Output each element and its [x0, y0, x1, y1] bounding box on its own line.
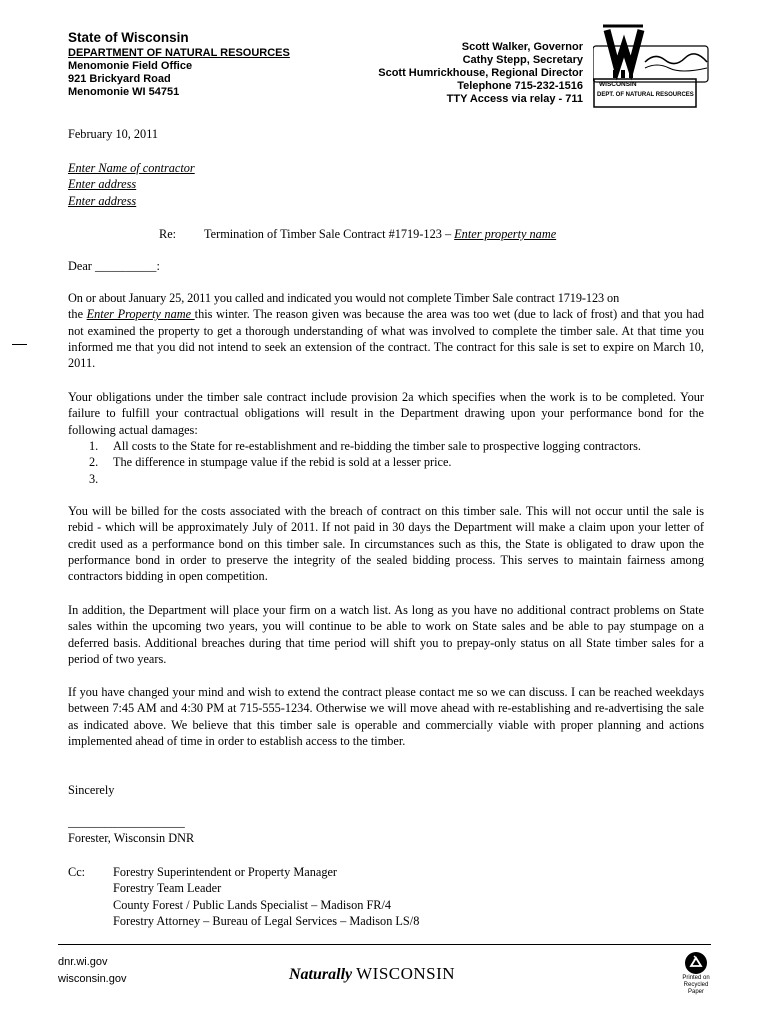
- paragraph-1-rest: [68, 306, 704, 371]
- department-name: DEPARTMENT OF NATURAL RESOURCES: [68, 47, 290, 59]
- regional-director: Scott Humrickhouse, Regional Director: [378, 67, 583, 79]
- paragraph-1-text: this winter. The reason given was because the area was too wet (due to lack of frost) and that you had not examined the property to get a thorough understanding of what was involved to complete the timber sale. At that time you informed me that you did not intend to seek an extension of the contract. The contract for this sale is set to expire on March 10, 2011.: [68, 307, 704, 371]
- governor: Scott Walker, Governor: [461, 41, 583, 53]
- paragraph-1: [68, 290, 704, 371]
- cc-list: [113, 864, 419, 929]
- list-item-text: All costs to the State for re-establishment and re-bidding the timber sale to prospective logging contractors.: [113, 439, 641, 453]
- paragraph-4: In addition, the Department will place your firm on a watch list. As long as you have no additional contract problems on State sales within the upcoming two years, you will continue to be able to work on State sales and be able to pay stumpage on a deferred basis. Additional breaches during that time period will shift you to prepay-only status on all State timber sales for a period of two years.: [68, 603, 704, 666]
- footer-link-dnr[interactable]: dnr.wi.gov: [58, 956, 108, 968]
- footer-divider: [58, 944, 711, 945]
- recycle-text-1: Printed on: [682, 975, 710, 981]
- office-street: 921 Brickyard Road: [68, 73, 171, 85]
- recycle-text-2: Recycled: [683, 982, 709, 988]
- paragraph-3: You will be billed for the costs associated with the breach of contract on this timber sale. This will not occur until the sale is rebid - which will be approximately July of 2011. If not paid in 30 days the Department will make a claim upon your letter of credit used as a performance bond on this timber sale. In circumstances such as this, the State is obligated to draw upon the performance bond in order to preserve the integrity of the sealed bidding process. This serves to maintain fairness among contractors bidding in open competition.: [68, 504, 704, 584]
- recycle-badge: [679, 951, 713, 996]
- paragraph-2: Your obligations under the timber sale contract include provision 2a which specifies when the work is to be completed. Your failure to fulfill your contractual obligations will result in the Department drawing upon your performance bond for the following actual damages:: [68, 390, 704, 437]
- logo-text-2: DEPT. OF NATURAL RESOURCES: [597, 92, 694, 98]
- slogan-wisconsin: WISCONSIN: [356, 964, 456, 983]
- list-item-number: 2.: [89, 455, 99, 470]
- cc-item: Forestry Team Leader: [113, 881, 222, 896]
- list-item: [89, 471, 669, 487]
- tty: TTY Access via relay - 711: [446, 93, 583, 105]
- list-item-number: 1.: [89, 439, 99, 453]
- cc-label: Cc:: [68, 865, 86, 879]
- re-subject: Termination of Timber Sale Contract #1719-123 –: [204, 227, 455, 241]
- list-item-number: 3.: [89, 471, 99, 486]
- secretary: Cathy Stepp, Secretary: [462, 54, 583, 66]
- closing: Sincerely: [68, 783, 115, 797]
- salutation: Dear __________:: [68, 259, 160, 273]
- slogan-naturally: Naturally: [289, 966, 353, 983]
- state-title: State of Wisconsin: [68, 30, 189, 45]
- telephone: Telephone 715-232-1516: [457, 80, 583, 92]
- letter-date: February 10, 2011: [68, 127, 159, 141]
- recipient-name: Enter Name of contractor: [68, 161, 195, 175]
- cc-item: Forestry Attorney – Bureau of Legal Services – Madison LS/8: [113, 913, 420, 928]
- office-city: Menomonie WI 54751: [68, 86, 180, 98]
- recipient-address-2: Enter address: [68, 193, 137, 208]
- signer-title: Forester, Wisconsin DNR: [68, 831, 195, 845]
- signature-line: ___________________: [68, 815, 185, 829]
- paragraph-1-line-1: On or about January 25, 2011 you called and indicated you would not complete Timber Sale contract 1719-123 on: [68, 291, 620, 305]
- list-item: [89, 454, 669, 470]
- letterhead-left: [68, 30, 290, 99]
- footer-slogan: [289, 964, 455, 984]
- list-item: [89, 438, 669, 454]
- re-subject-line: [204, 226, 556, 242]
- paragraph-5: If you have changed your mind and wish to extend the contract please contact me so we can discuss. I can be reached weekdays between 7:45 AM and 4:30 PM at 715-555-1234. Otherwise we will move ahead with re-establishing and re-advertising the sale as indicated above. We believe that this timber sale is operable and commercially viable with proper planning and actions implemented ahead of time in order to establish access to the timber.: [68, 685, 704, 748]
- recycle-text-3: Paper: [687, 989, 704, 995]
- recycle-icon: [683, 951, 709, 975]
- paragraph-1-pre: the: [68, 307, 87, 322]
- recipient-address-1: Enter address: [68, 177, 137, 192]
- cc-item: County Forest / Public Lands Specialist – Madison FR/4: [113, 897, 392, 912]
- list-item-text: The difference in stumpage value if the rebid is sold at a lesser price.: [113, 455, 452, 470]
- logo-text-1: WISCONSIN: [599, 81, 637, 88]
- footer-sites: [58, 954, 126, 988]
- paragraph-1-property: Enter Property name: [86, 307, 195, 322]
- letterhead-right: [378, 41, 583, 106]
- footer-link-wisconsin[interactable]: wisconsin.gov: [58, 973, 127, 985]
- cc-item: Forestry Superintendent or Property Manager: [113, 865, 338, 879]
- margin-mark: [12, 344, 27, 345]
- re-property: Enter property name: [454, 227, 557, 241]
- dnr-logo: [593, 22, 709, 108]
- damages-list: [89, 438, 669, 487]
- re-label: Re:: [159, 227, 177, 241]
- recipient-block: [68, 160, 195, 209]
- office-name: Menomonie Field Office: [68, 60, 193, 72]
